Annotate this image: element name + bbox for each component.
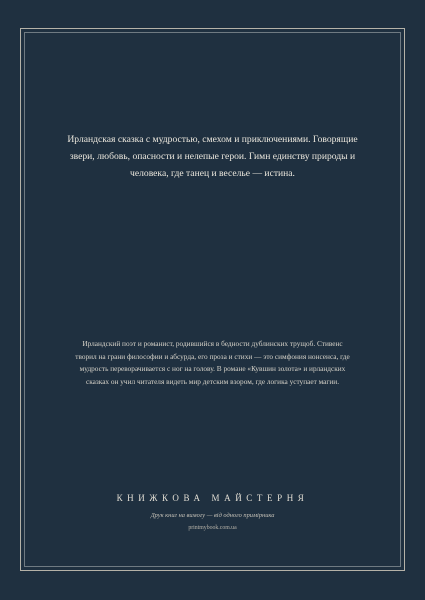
author-bio: Ирландский поэт и романист, родившийся в бедности дублинских трущоб. Стивенс творил на грани философии и абсурда, его проза и стихи — это симфония нонсенса, где мудрость переворачивается с ног на голову. В романе «Кувшин золота» и ирландских сказках он учил читателя видеть мир детским взором, где логика уступает магии. [75,339,350,386]
publisher-website: printmybook.com.ua [188,525,237,531]
book-annotation: Ирландская сказка с мудростью, смехом и приключениями. Говорящие звери, любовь, опасности и нелепые герои. Гимн единству природы и человека, где танец и веселье — истина. [67,134,358,180]
publisher-tagline: Друк книг на вимогу — від одного примірника [150,512,275,519]
publisher-name: КНИЖКОВА МАЙСТЕРНЯ [116,493,309,503]
decorative-frame-inner [24,32,401,567]
decorative-frame [20,28,405,571]
